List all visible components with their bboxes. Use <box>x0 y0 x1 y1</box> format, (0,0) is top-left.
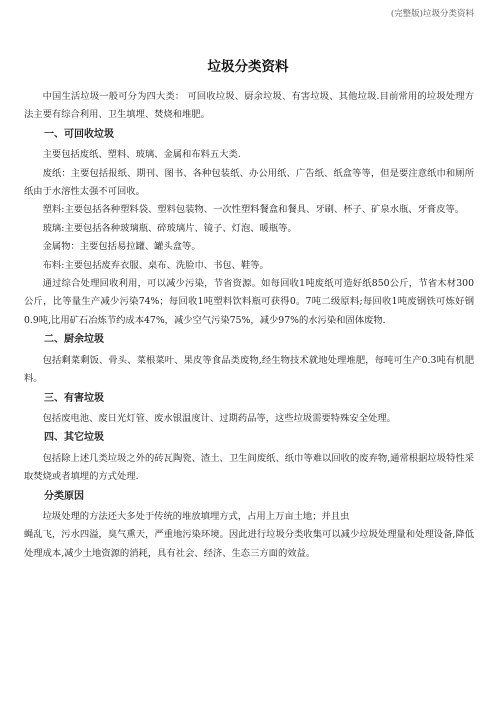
paragraph: 废纸：主要包括报纸、期刊、图书、各种包装纸、办公用纸、广告纸、纸盒等等，但是要注意纸巾和厕所纸由于水溶性太强不可回收。 <box>24 167 474 198</box>
paragraph: 塑料:主要包括各种塑料袋、塑料包装物、一次性塑料餐盒和餐具、牙刷、杯子、矿泉水瓶、牙膏皮等。 <box>42 204 465 216</box>
paragraph: 通过综合处理回收利用，可以减少污染，节省资源。如每回收1吨废纸可造好纸850公斤，节省木材300公斤，比等量生产减少污染74%；每回收1吨塑料饮料瓶可获得0。7吨二级原料;每回收1吨废钢铁可炼好钢0.9吨,比用矿石冶炼节约成本47%，减少空气污染75%，减少97%的水污染和固体废物. <box>24 278 474 326</box>
paragraph: 玻璃:主要包括各种玻璃瓶、碎玻璃片、镜子、灯泡、暖瓶等。 <box>42 222 297 234</box>
page-title: 垃圾分类资料 <box>207 59 289 75</box>
paragraph: 包括剩菜剩饭、骨头、菜根菜叶、果皮等食品类废物,经生物技术就地处理堆肥，每吨可生产0.3吨有机肥料。 <box>24 354 474 385</box>
paragraph: 布料:主要包括废弃衣服、桌布、洗脸巾、书包、鞋等。 <box>42 259 269 271</box>
paragraph: 垃圾处理的方法还大多处于传统的堆放填埋方式，占用上万亩土地；并且虫 <box>42 510 350 522</box>
section-heading-kitchen: 二、厨余垃圾 <box>44 334 104 346</box>
paragraph: 包括废电池、废日光灯管、废水银温度计、过期药品等，这些垃圾需要特殊安全处理。 <box>42 412 396 424</box>
paragraph: 包括除上述几类垃圾之外的砖瓦陶瓷、渣土、卫生间废纸、纸巾等难以回收的废弃物,通常根据垃圾特性采取焚烧或者填埋的方式处理. <box>24 452 474 483</box>
section-heading-hazardous: 三、有害垃圾 <box>44 392 104 404</box>
section-heading-reasons: 分类原因 <box>44 490 84 502</box>
paragraph: 金属物：主要包括易拉罐、罐头盒等。 <box>42 241 201 253</box>
paragraph: 主要包括废纸、塑料、玻璃、金属和布料五大类. <box>42 149 241 161</box>
running-header: (完整版)垃圾分类资料 <box>390 9 474 19</box>
document-body <box>24 88 474 563</box>
section-heading-other: 四、其它垃圾 <box>44 432 104 444</box>
paragraph: 蝇乱飞，污水四溢，臭气熏天，严重地污染环境。因此进行垃圾分类收集可以减少垃圾处理量和处理设备,降低处理成本,减少土地资源的消耗，具有社会、经济、生态三方面的效益。 <box>24 529 474 559</box>
section-heading-recyclable: 一、可回收垃圾 <box>44 128 114 140</box>
intro-paragraph: 中国生活垃圾一般可分为四大类： 可回收垃圾、厨余垃圾、有害垃圾、其他垃圾.目前常用的垃圾处理方法主要有综合利用、卫生填埋、焚烧和堆肥。 <box>24 91 474 121</box>
